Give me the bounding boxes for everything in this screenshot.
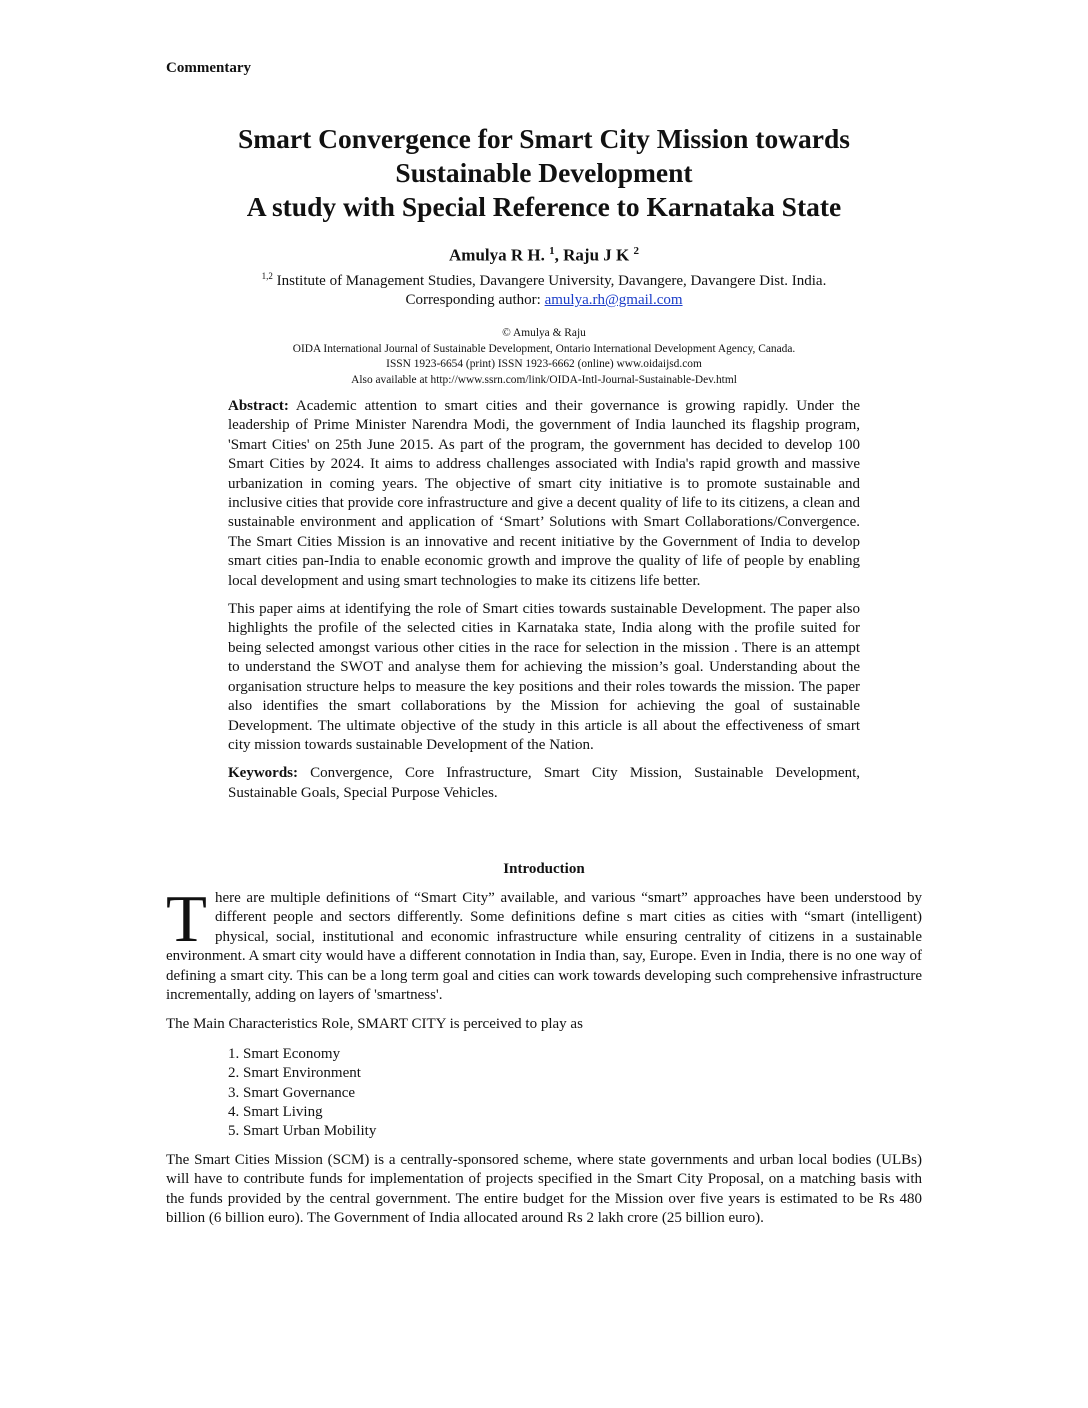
- availability: Also available at http://www.ssrn.com/link/OIDA-Intl-Journal-Sustainable-Dev.html: [351, 373, 737, 386]
- corresponding-label: Corresponding author:: [405, 292, 545, 308]
- list-item: 3. Smart Governance: [228, 1084, 356, 1101]
- author-list: [150, 245, 938, 266]
- title-line-1: Smart Convergence for Smart City Mission towards: [237, 123, 851, 154]
- section-label: Commentary: [166, 60, 251, 76]
- author-affiliation-marker: 1: [549, 245, 555, 257]
- author-name: Amulya R H.: [449, 245, 545, 265]
- affiliation-block: [150, 267, 938, 310]
- list-item: 4. Smart Living: [228, 1104, 323, 1121]
- keywords-label: Keywords:: [228, 765, 298, 782]
- abstract-section: [228, 397, 860, 812]
- body-paragraph: [166, 882, 922, 1005]
- body-paragraph: The Smart Cities Mission (SCM) is a centrally-sponsored scheme, where state governments and urban local bodies (ULBs) will have to contribute funds for implementation of projects specified in the Smart City Proposal, on a matching basis with the funds provided by the central government. The entire budget for the Mission over five years is estimated to be Rs 480 billion (6 billion euro). The Government of India allocated around Rs 2 lakh crore (25 billion euro).: [166, 1151, 922, 1227]
- introduction-body: [166, 882, 922, 1239]
- section-heading-introduction: Introduction: [503, 861, 585, 877]
- corresponding-email-link[interactable]: amulya.rh@gmail.com: [544, 292, 683, 308]
- affiliation-text: Institute of Management Studies, Davangere University, Davangere, Davangere Dist. India.: [272, 273, 827, 289]
- paragraph-text: here are multiple definitions of “Smart City” available, and various “smart” approaches have been understood by different people and sectors differently. Some definitions define s mart cities as cities with “smart (intelligent) physical, social, institutional and economic infrastructure while ensuring centrality of citizens in a sustainable environment. A smart city would have a different connotation in India than, say, Europe. Even in India, there is no one way of defining a smart city. This can be a long term goal and cities can work towards developing such comprehensive infrastructure incrementally, adding on layers of 'smartness'.: [166, 890, 922, 1004]
- journal-meta: [150, 326, 938, 388]
- author-separator: ,: [554, 245, 564, 265]
- copyright: © Amulya & Raju: [502, 327, 586, 339]
- title-line-3: A study with Special Reference to Karnataka State: [246, 191, 842, 222]
- issn: ISSN 1923-6654 (print) ISSN 1923-6662 (online) www.oidaijsd.com: [386, 358, 702, 370]
- paper-title: [150, 122, 938, 224]
- abstract-paragraph: [228, 397, 860, 591]
- author-affiliation-marker: 2: [633, 245, 639, 257]
- abstract-label: Abstract:: [228, 398, 289, 414]
- list-item: 1. Smart Economy: [228, 1045, 341, 1062]
- list-intro: The Main Characteristics Role, SMART CITY is perceived to play as: [166, 1016, 583, 1033]
- keywords: [228, 764, 860, 803]
- drop-cap: T: [166, 882, 207, 956]
- title-line-2: Sustainable Development: [395, 157, 693, 188]
- characteristics-list: [166, 1045, 922, 1142]
- abstract-paragraph: This paper aims at identifying the role of Smart cities towards sustainable Development. The paper also highlights the profile of the selected cities in Karnataka state, India along with the profile suited for being selected amongst various other cities in the race for selection in the mission . There is an attempt to understand the SWOT and analyse them for achieving the mission’s goal. Understanding about the organisation structure helps to measure the key positions and their roles towards the mission. The paper also identifies the smart collaborations by the Mission for achieving the goal of sustainable Development. The ultimate objective of the study in this article is all about the effectiveness of smart city mission towards sustainable Development of the Nation.: [228, 601, 860, 753]
- affiliation-marker: 1,2: [261, 271, 273, 281]
- list-item: 5. Smart Urban Mobility: [228, 1123, 377, 1140]
- author-name: Raju J K: [563, 245, 630, 265]
- affiliation: [150, 267, 938, 291]
- corresponding-author: [150, 291, 938, 310]
- abstract-text: Academic attention to smart cities and their governance is growing rapidly. Under the leadership of Prime Minister Narendra Modi, the government of India launched its flagship program, 'Smart Cities' on 25th June 2015. As part of the program, the government has decided to develop 100 Smart Cities by 2024. It aims to address challenges associated with India's rapid growth and massive urbanization in coming years. The objective of smart city initiative is to promote sustainable and inclusive cities that provide core infrastructure and give a decent quality of life to its citizens, a clean and sustainable environment and application of ‘Smart’ Solutions with Smart Collaborations/Convergence. The Smart Cities Mission is an innovative and recent initiative by the Government of India to develop smart cities pan-India to enable economic growth and improve the quality of life of people by enabling local development and using smart technologies to make its citizens life better.: [228, 398, 860, 589]
- journal-name: OIDA International Journal of Sustainable Development, Ontario International Development Agency, Canada.: [292, 342, 796, 355]
- list-item: 2. Smart Environment: [228, 1065, 361, 1082]
- keywords-text: Convergence, Core Infrastructure, Smart City Mission, Sustainable Development, Sustainable Goals, Special Purpose Vehicles.: [228, 765, 860, 801]
